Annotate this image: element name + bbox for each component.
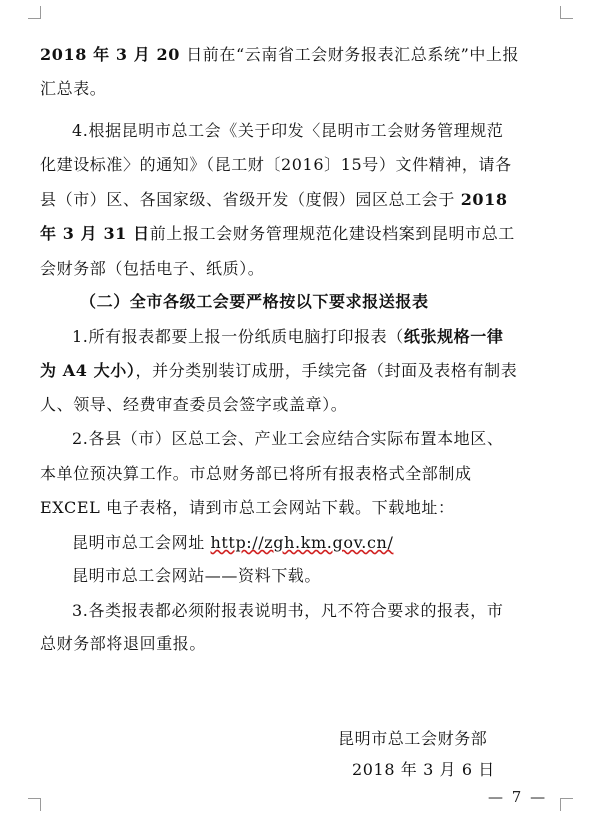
website-line: 昆明市总工会网址 http://zgh.km.gov.cn/ bbox=[72, 533, 394, 552]
crop-mark-top-right bbox=[560, 6, 573, 19]
paragraph-2-line-4: 年 3 月 31 日前上报工会财务管理规范化建设档案到昆明市总工 bbox=[40, 224, 515, 243]
paragraph-2-line-5: 会财务部（包括电子、纸质）。 bbox=[40, 259, 265, 278]
crop-mark-top-left bbox=[28, 6, 41, 19]
paragraph-4-line-3: EXCEL 电子表格，请到市总工会网站下载。下载地址： bbox=[40, 498, 455, 517]
website-link[interactable]: http://zgh.km.gov.cn/ bbox=[210, 533, 394, 552]
paragraph-4-line-1: 2.各县（市）区总工会、产业工会应结合实际布置本地区、 bbox=[72, 429, 504, 448]
paragraph-1-line-1: 2018 年 3 月 20 日前在“云南省工会财务报表汇总系统”中上报 bbox=[40, 45, 520, 64]
paragraph-2-line-1: 4.根据昆明市总工会《关于印发〈昆明市工会财务管理规范 bbox=[72, 121, 504, 140]
section-2-heading: （二）全市各级工会要严格按以下要求报送报表 bbox=[80, 292, 429, 311]
paragraph-1-line-2: 汇总表。 bbox=[40, 79, 107, 98]
signature-date: 2018 年 3 月 6 日 bbox=[352, 760, 495, 779]
paragraph-2-line-3: 县（市）区、各国家级、省级开发（度假）园区总工会于 2018 bbox=[40, 190, 508, 209]
paragraph-3-line-1: 1.所有报表都要上报一份纸质电脑打印报表（纸张规格一律 bbox=[72, 327, 504, 346]
paragraph-2-line-2: 化建设标准〉的通知》（昆工财〔2016〕15号）文件精神，请各 bbox=[40, 155, 512, 174]
paragraph-3-line-2: 为 A4 大小），并分类别装订成册，手续完备（封面及表格有制表 bbox=[40, 361, 518, 380]
page-number: — 7 — bbox=[488, 788, 548, 806]
paragraph-3-line-3: 人、领导、经费审查委员会签字或盖章）。 bbox=[40, 395, 348, 414]
signature-organization: 昆明市总工会财务部 bbox=[338, 729, 488, 748]
paragraph-5-line-1: 3.各类报表都必须附报表说明书，凡不符合要求的报表，市 bbox=[72, 601, 504, 620]
download-line: 昆明市总工会网站——资料下载。 bbox=[72, 566, 322, 585]
paragraph-4-line-2: 本单位预决算工作。市总财务部已将所有报表格式全部制成 bbox=[40, 464, 472, 483]
crop-mark-bottom-left bbox=[28, 798, 41, 811]
crop-mark-bottom-right bbox=[560, 798, 573, 811]
paragraph-5-line-2: 总财务部将退回重报。 bbox=[40, 634, 207, 653]
